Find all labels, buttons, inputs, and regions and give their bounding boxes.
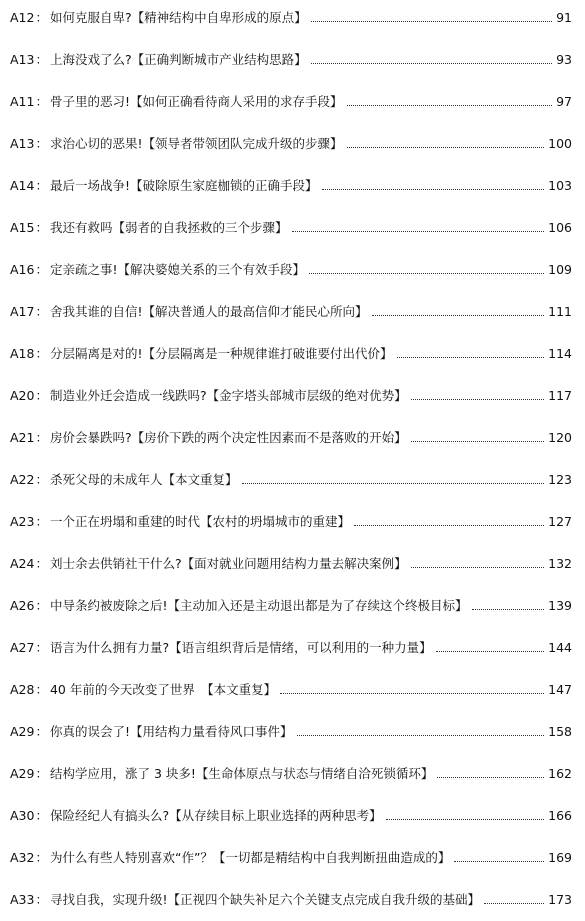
toc-entry[interactable] [10,722,572,742]
entry-title: 舍我其谁的自信!【解决普通人的最高信仰才能民心所向】 [49,304,368,319]
entry-code: A29 [10,766,35,781]
entry-page-number: 123 [548,472,572,487]
entry-page-number: 147 [548,682,572,697]
entry-page-number: 93 [556,52,572,67]
entry-separator: ： [35,808,48,823]
entry-page-number: 158 [548,724,572,739]
dot-leader [309,273,544,274]
toc-entry[interactable] [10,512,572,532]
entry-page-number: 91 [556,10,572,25]
entry-code: A20 [10,388,35,403]
dot-leader [397,357,545,358]
entry-page-number: 173 [548,892,572,907]
toc-entry[interactable] [10,8,572,28]
dot-leader [472,609,545,610]
entry-separator: ： [35,220,48,235]
entry-title: 我还有救吗【弱者的自我拯救的三个步骤】 [49,220,288,235]
entry-page-number: 103 [548,178,572,193]
dot-leader [311,63,552,64]
entry-title: 寻找自我，实现升级!【正视四个缺失补足六个关键支点完成自我升级的基础】 [49,892,480,907]
toc-entry[interactable] [10,92,572,112]
entry-page-number: 114 [548,346,572,361]
entry-title: 求治心切的恶果!【领导者带领团队完成升级的步骤】 [49,136,343,151]
entry-title: 最后一场战争!【破除原生家庭枷锁的正确手段】 [49,178,318,193]
toc-entry[interactable] [10,890,572,910]
dot-leader [411,441,545,442]
entry-code: A24 [10,556,35,571]
entry-page-number: 97 [556,94,572,109]
entry-page-number: 132 [548,556,572,571]
dot-leader [292,231,545,232]
toc-entry[interactable] [10,848,572,868]
dot-leader [280,693,544,694]
entry-code: A17 [10,304,35,319]
toc-entry[interactable] [10,470,572,490]
entry-separator: ： [35,178,48,193]
entry-page-number: 144 [548,640,572,655]
dot-leader [436,651,545,652]
entry-separator: ： [35,10,48,25]
entry-title: 杀死父母的未成年人【本文重复】 [49,472,238,487]
dot-leader [311,21,552,22]
toc-entry[interactable] [10,302,572,322]
toc-entry[interactable] [10,680,572,700]
entry-code: A29 [10,724,35,739]
entry-code: A22 [10,472,35,487]
entry-title: 结构学应用，涨了 3 块多!【生命体原点与状态与情绪自洽死锁循环】 [49,766,434,781]
toc-entry[interactable] [10,428,572,448]
dot-leader [411,567,545,568]
entry-code: A28 [10,682,35,697]
dot-leader [411,399,545,400]
entry-title: 语言为什么拥有力量?【语言组织背后是情绪，可以利用的一种力量】 [49,640,432,655]
entry-title: 如何克服自卑?【精神结构中自卑形成的原点】 [49,10,307,25]
dot-leader [322,189,545,190]
entry-page-number: 111 [548,304,572,319]
entry-title: 制造业外迁会造成一线跌吗?【金字塔头部城市层级的绝对优势】 [49,388,407,403]
dot-leader [372,315,545,316]
entry-title: 刘士余去供销社干什么?【面对就业问题用结构力量去解决案例】 [49,556,407,571]
entry-page-number: 117 [548,388,572,403]
dot-leader [242,483,545,484]
entry-title: 为什么有些人特别喜欢“作”？【一切都是精结构中自我判断扭曲造成的】 [49,850,451,865]
entry-code: A21 [10,430,35,445]
entry-code: A13 [10,136,35,151]
entry-title: 上海没戏了么?【正确判断城市产业结构思路】 [49,52,307,67]
toc-entry[interactable] [10,176,572,196]
entry-code: A12 [10,10,35,25]
toc-entry[interactable] [10,218,572,238]
dot-leader [297,735,545,736]
dot-leader [354,525,544,526]
entry-code: A18 [10,346,35,361]
entry-title: 定亲疏之事!【解决婆媳关系的三个有效手段】 [49,262,305,277]
entry-title: 40 年前的今天改变了世界 【本文重复】 [49,682,277,697]
entry-page-number: 109 [548,262,572,277]
entry-title: 你真的误会了!【用结构力量看待风口事件】 [49,724,293,739]
toc-entry[interactable] [10,554,572,574]
entry-separator: ： [35,430,48,445]
entry-title: 中导条约被废除之后!【主动加入还是主动退出都是为了存续这个终极目标】 [49,598,468,613]
entry-code: A16 [10,262,35,277]
entry-separator: ： [35,598,48,613]
entry-page-number: 162 [548,766,572,781]
entry-separator: ： [35,94,48,109]
toc-entry[interactable] [10,596,572,616]
entry-code: A15 [10,220,35,235]
entry-separator: ： [35,640,48,655]
entry-separator: ： [35,52,48,67]
entry-code: A23 [10,514,35,529]
entry-code: A26 [10,598,35,613]
entry-code: A13 [10,52,35,67]
entry-page-number: 169 [548,850,572,865]
entry-separator: ： [35,514,48,529]
entry-separator: ： [35,892,48,907]
entry-code: A30 [10,808,35,823]
toc-entry[interactable] [10,638,572,658]
toc-entry[interactable] [10,764,572,784]
dot-leader [347,105,553,106]
entry-separator: ： [35,388,48,403]
entry-code: A14 [10,178,35,193]
dot-leader [437,777,544,778]
entry-title: 房价会暴跌吗?【房价下跌的两个决定性因素而不是落败的开始】 [49,430,407,445]
entry-page-number: 127 [548,514,572,529]
entry-separator: ： [35,262,48,277]
toc-entry[interactable] [10,386,572,406]
entry-separator: ： [35,346,48,361]
toc-entry[interactable] [10,134,572,154]
entry-code: A11 [10,94,35,109]
entry-title: 一个正在坍塌和重建的时代【农村的坍塌城市的重建】 [49,514,350,529]
toc-entry[interactable] [10,50,572,70]
entry-separator: ： [35,304,48,319]
entry-page-number: 166 [548,808,572,823]
entry-title: 骨子里的恶习!【如何正确看待商人采用的求存手段】 [49,94,343,109]
entry-separator: ： [35,472,48,487]
toc-entry[interactable] [10,344,572,364]
dot-leader [386,819,545,820]
entry-separator: ： [35,724,48,739]
toc-entry[interactable] [10,260,572,280]
entry-separator: ： [35,850,48,865]
dot-leader [484,903,544,904]
entry-separator: ： [35,682,48,697]
dot-leader [347,147,545,148]
entry-code: A32 [10,850,35,865]
entry-page-number: 106 [548,220,572,235]
entry-code: A27 [10,640,35,655]
entry-separator: ： [35,136,48,151]
toc-entry[interactable] [10,806,572,826]
entry-page-number: 120 [548,430,572,445]
entry-page-number: 100 [548,136,572,151]
entry-code: A33 [10,892,35,907]
dot-leader [454,861,544,862]
entry-separator: ： [35,556,48,571]
entry-title: 保险经纪人有搞头么?【从存续目标上职业选择的两种思考】 [49,808,382,823]
entry-title: 分层隔离是对的!【分层隔离是一种规律谁打破谁要付出代价】 [49,346,393,361]
entry-page-number: 139 [548,598,572,613]
entry-separator: ： [35,766,48,781]
